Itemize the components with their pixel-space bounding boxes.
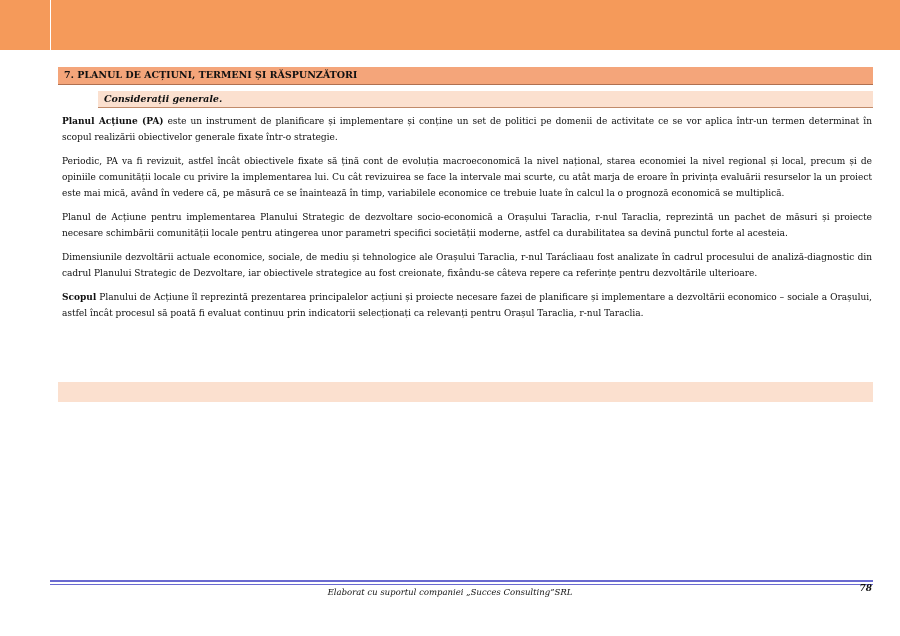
content-end-band	[58, 382, 873, 402]
section-heading: 7. PLANUL DE ACȚIUNI, TERMENI ȘI RĂSPUNZĂTORI	[58, 67, 873, 85]
footer-rule	[50, 580, 873, 582]
left-margin-rule	[50, 0, 51, 636]
paragraph-5-text: Planului de Acțiune îl reprezintă prezentarea principalelor acțiuni și proiecte necesare fazei de planificare și implementare a dezvoltării economico – sociale a Orașului, astfel încât procesul să poată fi evaluat continuu prin indicatorii selecționați ca relevanți pentru Orașul Taraclia, r-nul Taraclia.	[62, 293, 872, 319]
footer-credit: Elaborat cu suportul companiei „Succes Consulting”SRL	[327, 588, 573, 598]
paragraph-1-lead: Planul Acțiune (PA)	[62, 117, 164, 127]
paragraph-3-text: Planul de Acțiune pentru implementarea Planului Strategic de dezvoltare socio-economică a Orașului Taraclia, r-nul Taraclia, reprezintă un pachet de măsuri și proiecte necesare schimbării comunității locale pentru atingerea unor parametri specifici societății moderne, astfel ca durabilitatea sa devină punctul forte al acesteia.	[62, 213, 872, 239]
body-text	[62, 114, 872, 330]
paragraph-5	[62, 290, 872, 322]
paragraph-3	[62, 210, 872, 242]
paragraph-1-text: este un instrument de planificare și implementare și conține un set de politici pe domenii de activitate ce se vor aplica într-un termen determinat în scopul realizării obiectivelor generale fixate într-o strategie.	[62, 117, 872, 143]
header-band	[0, 0, 900, 50]
section-subheading: Considerații generale.	[98, 91, 873, 108]
paragraph-1	[62, 114, 872, 146]
footer-rule-secondary	[50, 584, 873, 585]
paragraph-2	[62, 154, 872, 202]
paragraph-2-text: Periodic, PA va fi revizuit, astfel încât obiectivele fixate să țină cont de evoluția macroeconomică la nivel național, starea economiei la nivel regional și local, precum și de opiniile comunității locale cu privire la implementarea lui. Cu cât revizuirea se face la intervale mai scurte, cu atât marja de eroare în privința evaluării resurselor la un proiect este mai mică, având în vedere că, pe măsură ce se înaintează în timp, variabilele economice ce trebuie luate în calcul la o prognoză economică se multiplică.	[62, 157, 872, 199]
page-number: 78	[859, 584, 872, 594]
paragraph-5-lead: Scopul	[62, 293, 97, 303]
paragraph-4-text: Dimensiunile dezvoltării actuale economice, sociale, de mediu și tehnologice ale Orașului Taraclia, r-nul Tarácliaau fost analizate în cadrul procesului de analiză-diagnostic din cadrul Planului Strategic de Dezvoltare, iar obiectivele strategice au fost creionate, fixându-se câteva repere ca referințe pentru dezvoltările ulterioare.	[62, 253, 872, 279]
paragraph-4	[62, 250, 872, 282]
